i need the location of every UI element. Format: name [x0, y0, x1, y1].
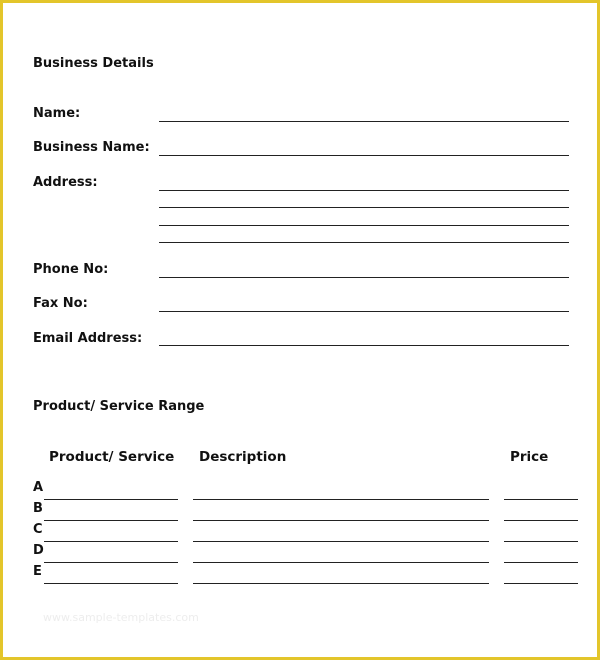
row-d-product-line[interactable]	[44, 562, 178, 563]
row-a-price-line[interactable]	[504, 499, 578, 500]
row-e-product-line[interactable]	[44, 583, 178, 584]
row-b-product-line[interactable]	[44, 520, 178, 521]
address-field-line-1[interactable]	[159, 190, 569, 191]
address-field-line-3[interactable]	[159, 225, 569, 226]
phone-field-line[interactable]	[159, 277, 569, 278]
section-title-business-details: Business Details	[33, 56, 154, 71]
business-name-field-line[interactable]	[159, 155, 569, 156]
business-name-label: Business Name:	[33, 140, 150, 155]
fax-label: Fax No:	[33, 296, 88, 311]
row-label-b: B	[33, 501, 43, 516]
watermark-text: www.sample-templates.com	[43, 611, 199, 624]
fax-field-line[interactable]	[159, 311, 569, 312]
column-header-price: Price	[510, 449, 549, 465]
row-label-a: A	[33, 480, 44, 495]
row-d-description-line[interactable]	[193, 562, 489, 563]
row-label-e: E	[33, 564, 42, 579]
column-header-product-service: Product/ Service	[49, 449, 175, 465]
row-b-price-line[interactable]	[504, 520, 578, 521]
row-d-price-line[interactable]	[504, 562, 578, 563]
row-e-price-line[interactable]	[504, 583, 578, 584]
row-e-description-line[interactable]	[193, 583, 489, 584]
row-c-product-line[interactable]	[44, 541, 178, 542]
row-c-description-line[interactable]	[193, 541, 489, 542]
row-c-price-line[interactable]	[504, 541, 578, 542]
email-label: Email Address:	[33, 331, 143, 346]
row-a-product-line[interactable]	[44, 499, 178, 500]
phone-label: Phone No:	[33, 262, 109, 277]
row-label-c: C	[33, 522, 43, 537]
row-a-description-line[interactable]	[193, 499, 489, 500]
column-header-description: Description	[199, 449, 287, 465]
row-label-d: D	[33, 543, 44, 558]
name-label: Name:	[33, 106, 81, 121]
email-field-line[interactable]	[159, 345, 569, 346]
address-label: Address:	[33, 175, 98, 190]
address-field-line-4[interactable]	[159, 242, 569, 243]
name-field-line[interactable]	[159, 121, 569, 122]
address-field-line-2[interactable]	[159, 207, 569, 208]
section-title-product-service-range: Product/ Service Range	[33, 399, 205, 414]
row-b-description-line[interactable]	[193, 520, 489, 521]
